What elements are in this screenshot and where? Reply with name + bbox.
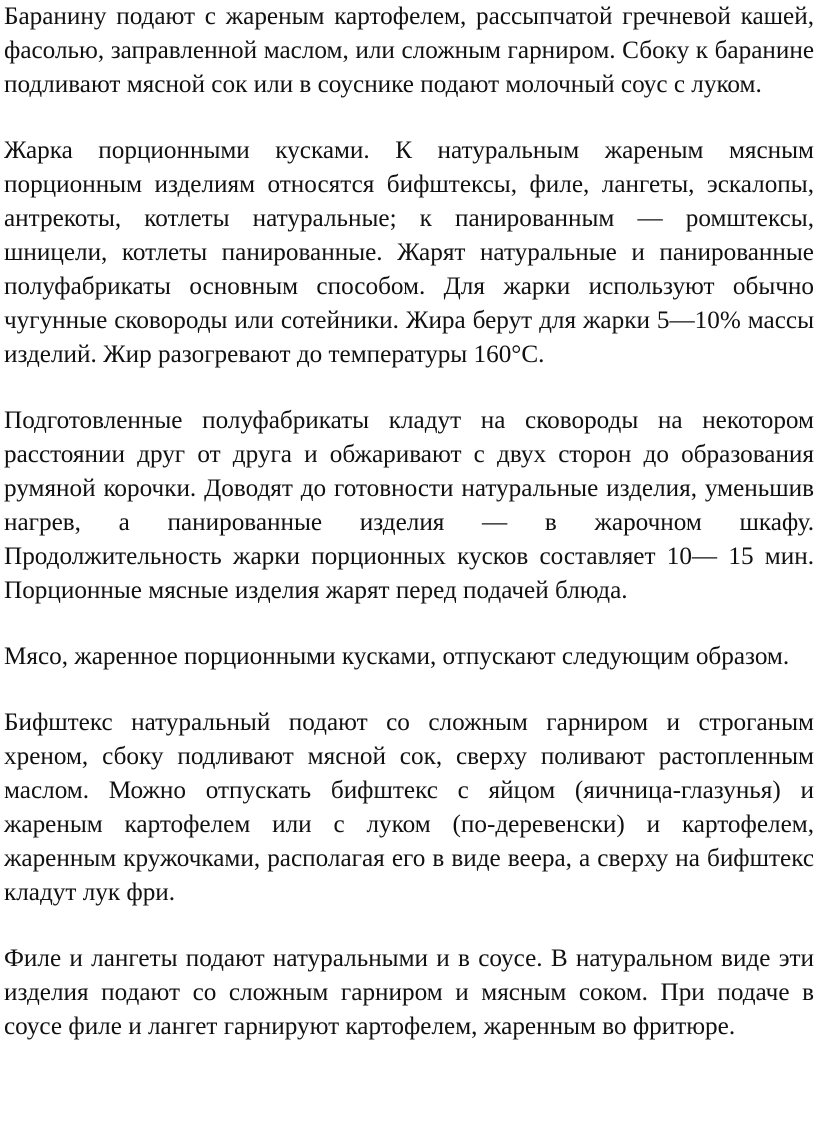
document-page [4,0,814,1076]
paragraph-lamb-serving: Баранину подают с жареным картофелем, рассыпчатой гречневой кашей, фасолью, заправленной маслом, или сложным гарниром. Сбоку к баранине подливают мясной сок или в соуснике подают молочный соус с луком. [4,3,814,98]
paragraph-fillet-serving: Филе и лангеты подают натуральными и в соусе. В натуральном виде эти изделия подают со сложным гарниром и мясным соком. При подаче в соусе филе и лангет гарнируют картофелем, жаренным во фритюре. [4,945,814,1040]
paragraph-frying-process: Подготовленные полуфабрикаты кладут на сковороды на некотором расстоянии друг от друга и обжаривают с двух сторон до образования румяной корочки. Доводят до готовности натуральные изделия, уменьшив нагрев, а панированные изделия — в жарочном шкафу. Продолжительность жарки порционных кусков составляет 10— 15 мин. Порционные мясные изделия жарят перед подачей блюда. [4,407,814,604]
paragraph-serving-intro: Мясо, жаренное порционными кусками, отпускают следующим образом. [4,643,790,670]
paragraph-portion-frying: Жарка порционными кусками. К натуральным жареным мясным порционным изделиям относятся бифштексы, филе, лангеты, эскалопы, антрекоты, котлеты натуральные; к панированным — ромштексы, шницели, котлеты панированные. Жарят натуральные и панированные полуфабрикаты основным способом. Для жарки используют обычно чугунные сковороды или сотейники. Жира берут для жарки 5—10% массы изделий. Жир разогревают до температуры 160°С. [4,137,814,368]
paragraph-steak-serving: Бифштекс натуральный подают со сложным гарниром и строганым хреном, сбоку подливают мясной сок, сверху поливают растопленным маслом. Можно отпускать бифштекс с яйцом (яичница-глазунья) и жареным картофелем или с луком (по-деревенски) и картофелем, жаренным кружочками, располагая его в виде веера, а сверху на бифштекс кладут лук фри. [4,709,814,906]
